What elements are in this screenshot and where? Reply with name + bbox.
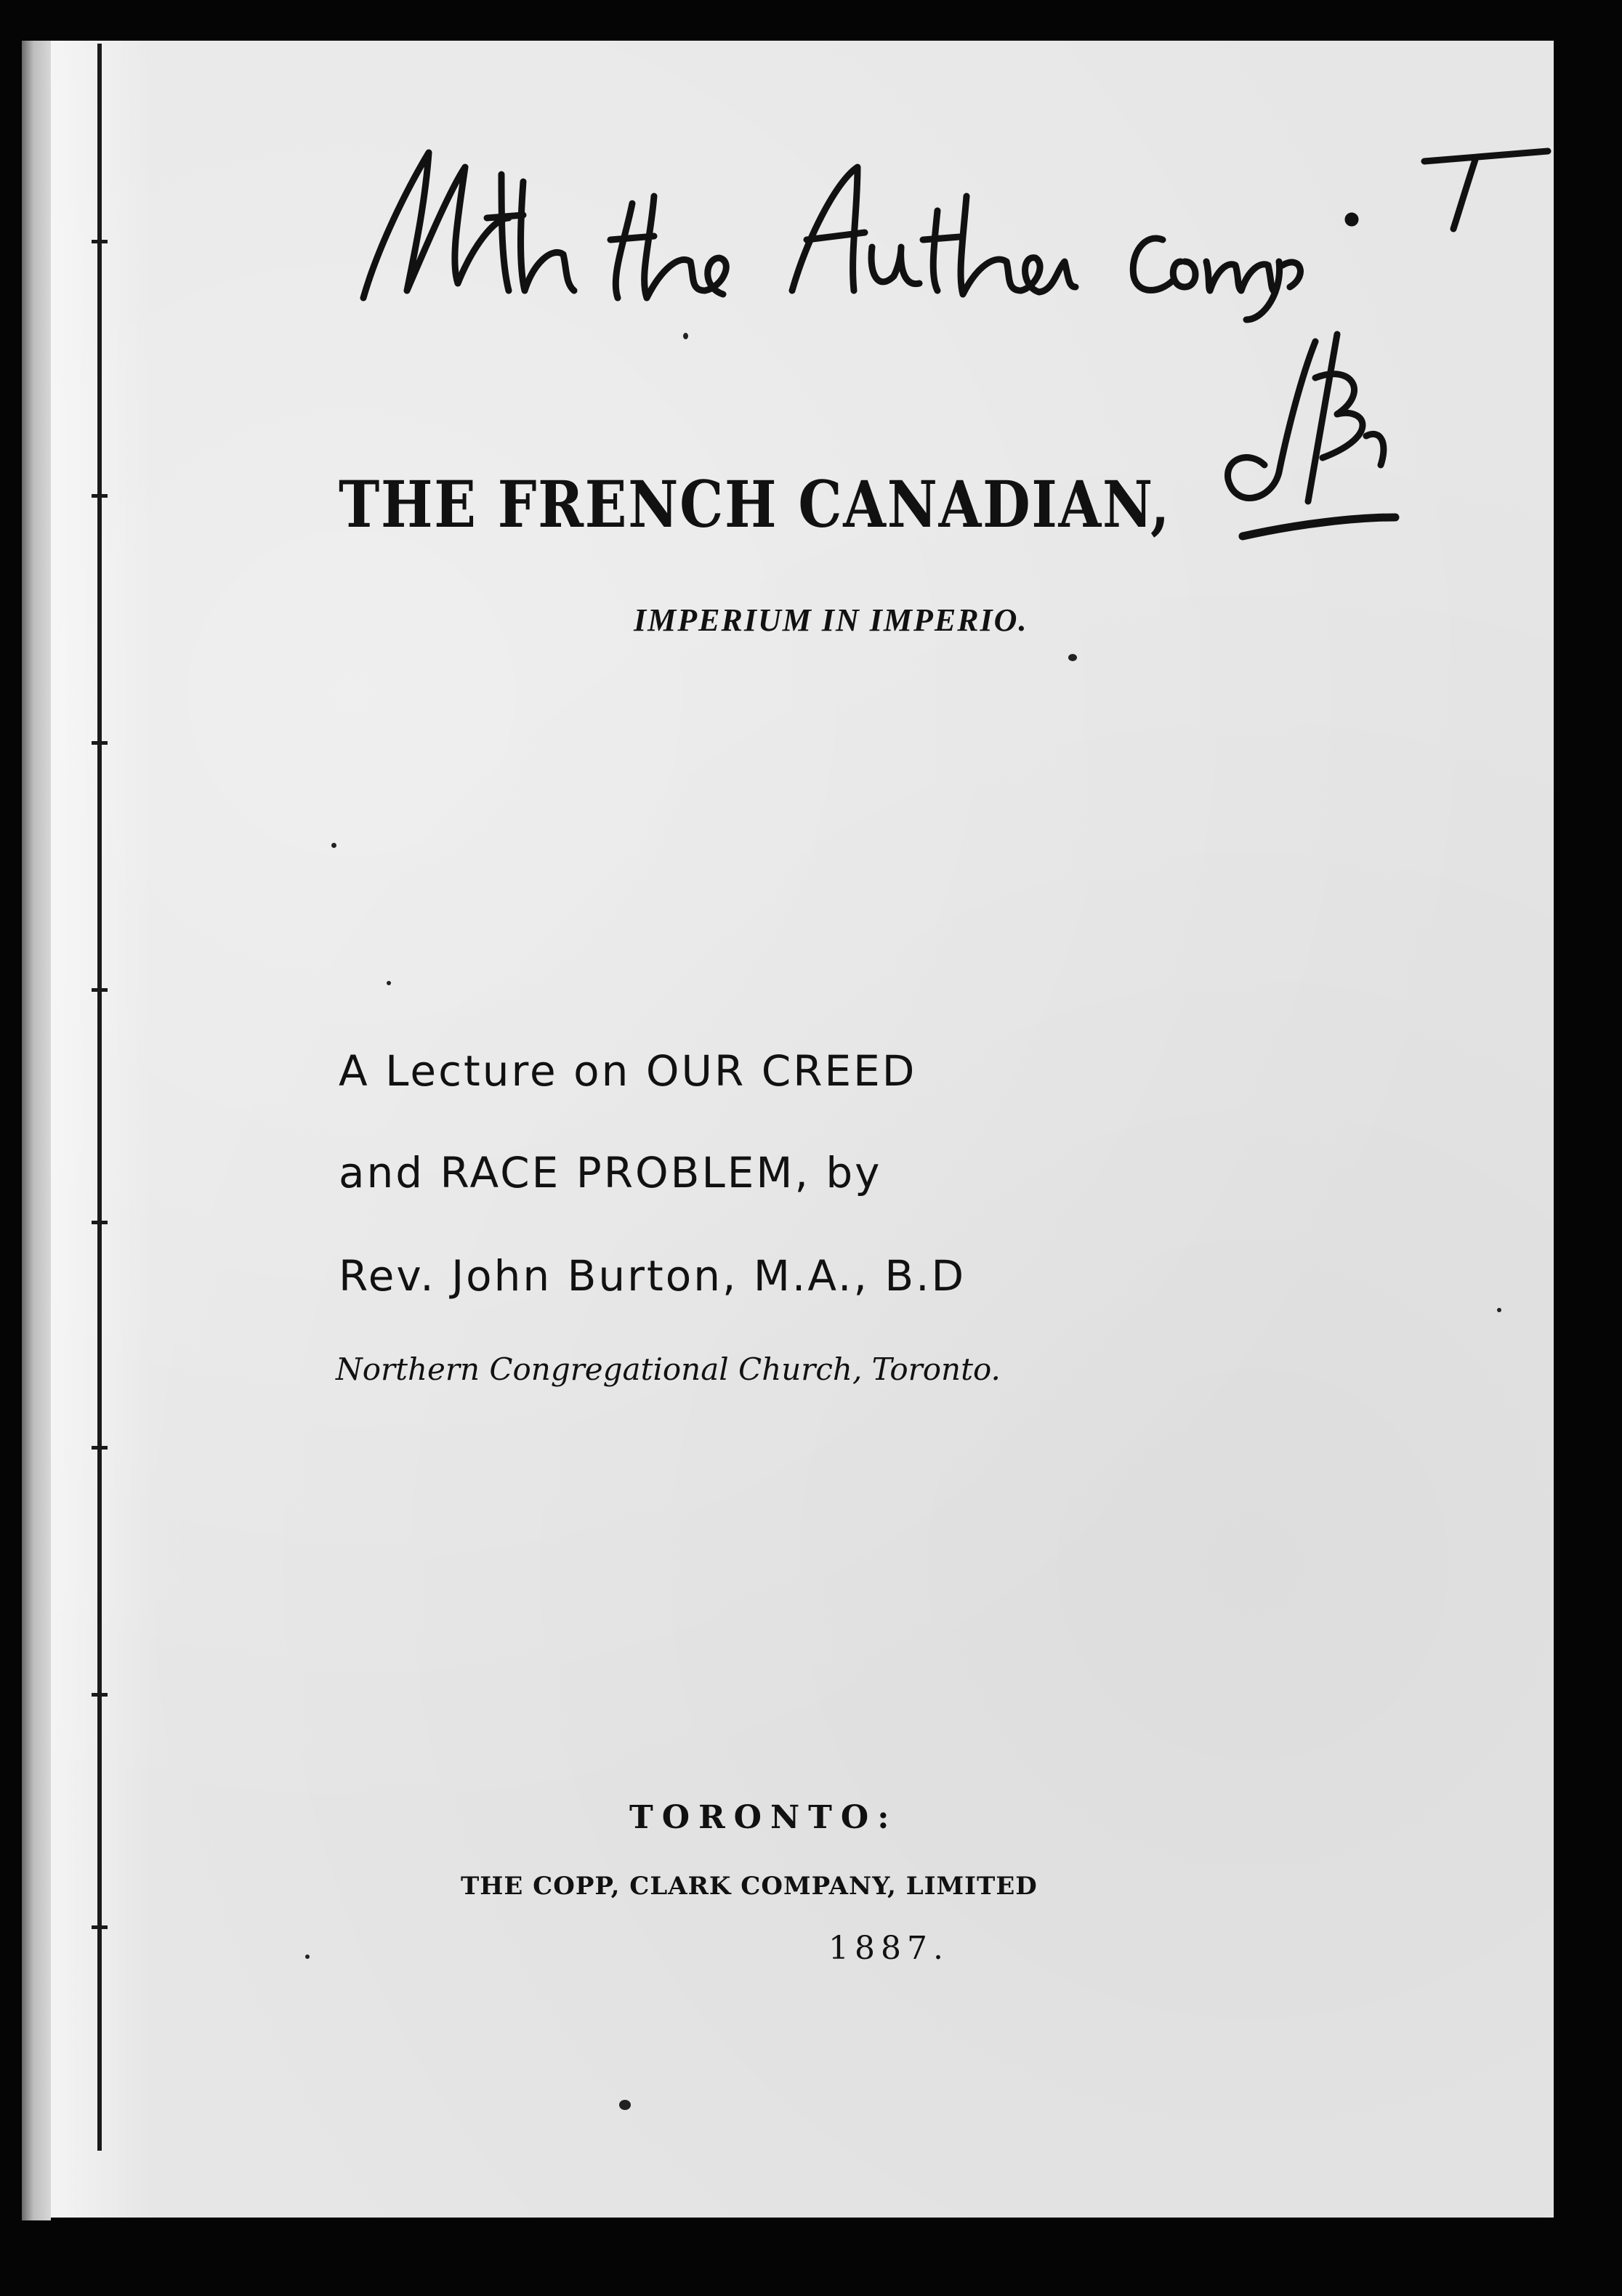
- publication-place: TORONTO:: [629, 1799, 898, 1836]
- publisher: THE COPP, CLARK COMPANY, LIMITED: [461, 1872, 1038, 1901]
- paper-speck: [683, 333, 688, 339]
- paper-speck: [387, 981, 391, 985]
- publication-year: 1887.: [828, 1930, 949, 1967]
- paper-speck: [1068, 654, 1077, 661]
- book-subtitle: IMPERIUM IN IMPERIO.: [634, 602, 1028, 638]
- lecture-line-1: A Lecture on OUR CREED: [339, 1046, 917, 1096]
- author-line: Rev. John Burton, M.A., B.D: [339, 1251, 967, 1301]
- church-affiliation: Northern Congregational Church, Toronto.: [336, 1351, 1001, 1387]
- paper-speck: [619, 2100, 631, 2110]
- paper-speck: [1497, 1308, 1501, 1312]
- book-title: THE FRENCH CANADIAN,: [339, 466, 1171, 542]
- lecture-line-2: and RACE PROBLEM, by: [339, 1148, 882, 1197]
- paper-speck: [305, 1955, 310, 1959]
- paper-speck: [331, 843, 336, 848]
